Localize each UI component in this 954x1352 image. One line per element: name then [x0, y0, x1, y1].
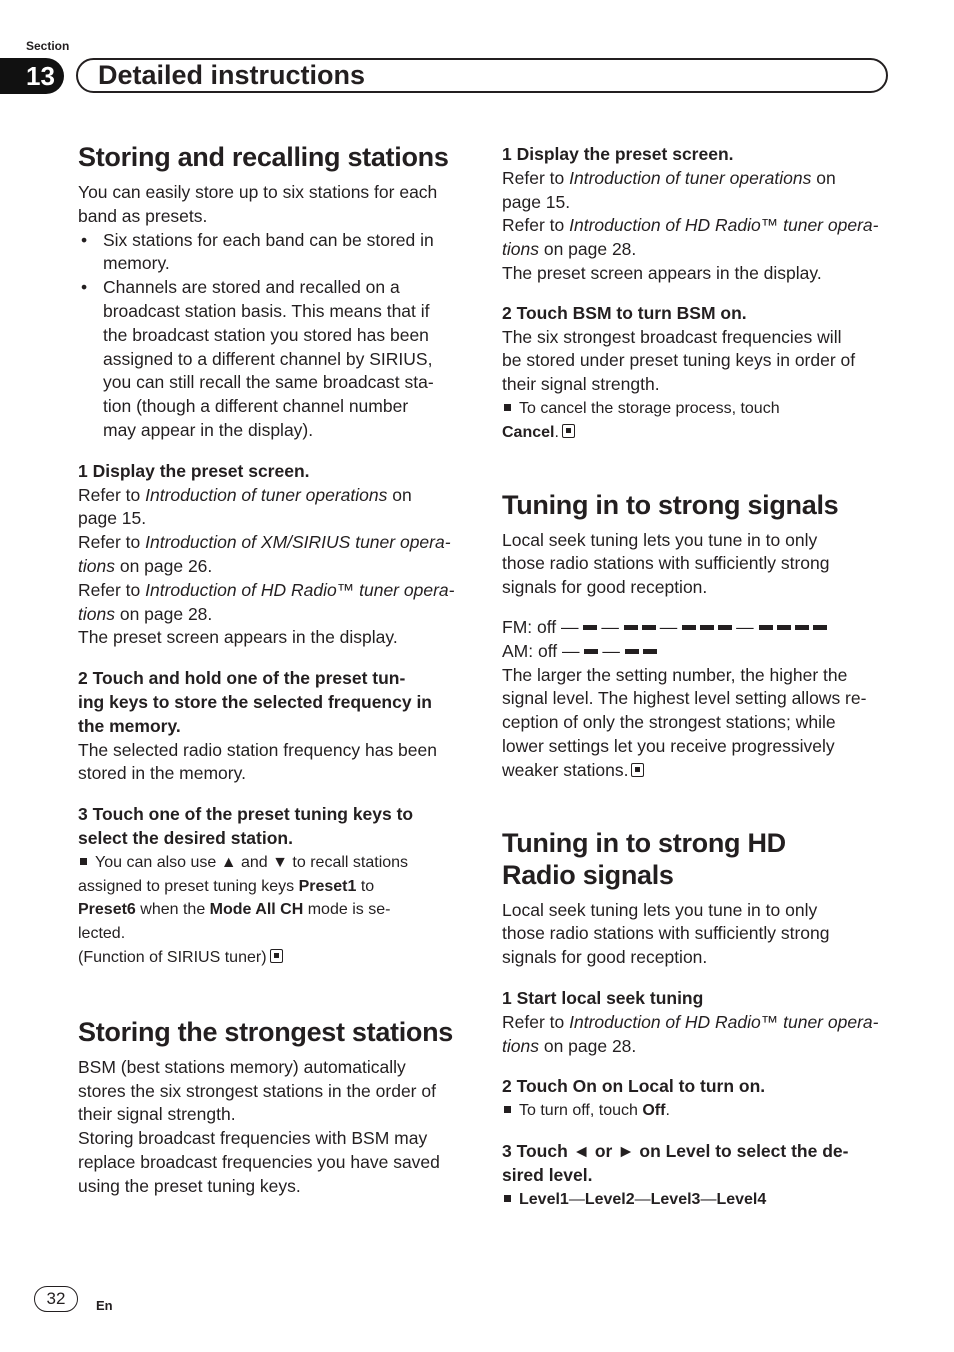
body-line: using the preset tuning keys. [78, 1175, 301, 1196]
reference-line: tions on page 26. [78, 555, 213, 576]
step-result: The preset screen appears in the display. [78, 627, 398, 648]
level-bar [777, 625, 791, 630]
bullet-line: assigned to a different channel by SIRIUS, [103, 348, 433, 369]
reference-line: page 15. [78, 508, 147, 529]
list-item [78, 276, 470, 443]
body-line: lower settings let you receive progressively [502, 735, 835, 756]
body-line: their signal strength. [78, 1104, 236, 1125]
end-mark-icon [562, 424, 575, 438]
note-bullet-icon [504, 1195, 511, 1202]
level-bar [583, 625, 597, 630]
bullet-line: • Channels are stored and recalled on a [103, 277, 400, 298]
page-number: 32 [34, 1286, 78, 1312]
reference-line: Refer to Introduction of HD Radio™ tuner opera- [78, 579, 455, 600]
list-item [78, 229, 470, 277]
level-bar [642, 625, 656, 630]
heading-storing-recalling: Storing and recalling stations [78, 142, 449, 172]
reference-line: tions on page 28. [502, 1035, 637, 1056]
step-title: 2 Touch BSM to turn BSM on. [502, 302, 747, 323]
body-line: Local seek tuning lets you tune in to only [502, 529, 818, 550]
step-title: 3 Touch ◄ or ► on Level to select the de- [502, 1140, 849, 1161]
level-bar [813, 625, 827, 630]
body-line: those radio stations with sufficiently strong [502, 923, 830, 944]
level-bar [584, 649, 598, 654]
step-body: stored in the memory. [78, 763, 246, 784]
heading-strong-hd: Tuning in to strong HD [502, 827, 786, 858]
reference-line: Refer to Introduction of HD Radio™ tuner opera- [502, 215, 879, 236]
end-mark-icon [270, 949, 283, 963]
end-mark-icon [631, 763, 644, 777]
bullet-line: broadcast station basis. This means that if [103, 300, 430, 321]
level-bar [682, 625, 696, 630]
reference-line: Refer to Introduction of HD Radio™ tuner opera- [502, 1011, 879, 1032]
step-title: 3 Touch one of the preset tuning keys to [78, 804, 414, 825]
step-title: sired level. [502, 1164, 593, 1185]
note-bullet-icon [80, 858, 87, 865]
bullet-line: you can still recall the same broadcast sta- [103, 372, 434, 393]
left-column [78, 141, 470, 1198]
level-bar [624, 625, 638, 630]
note-bullet-icon [504, 404, 511, 411]
language-label: En [96, 1298, 113, 1313]
chapter-title: Detailed instructions [98, 60, 366, 90]
body-line: weaker stations. [502, 759, 894, 783]
level-options: Level1—Level2—Level3—Level4 [502, 1188, 894, 1212]
body-line: signal level. The highest level setting allows re- [502, 688, 867, 709]
note-bullet-icon [504, 1106, 511, 1113]
step-body: The selected radio station frequency has been [78, 739, 437, 760]
fm-level-scale: FM: off — — — — [502, 616, 894, 640]
bullet-line: tion (though a different channel number [103, 396, 409, 417]
bullet-line: • Six stations for each band can be stored in [103, 229, 434, 250]
reference-line: page 15. [502, 191, 571, 212]
body-line: stores the six strongest stations in the order of [78, 1080, 436, 1101]
step-title: 1 Display the preset screen. [502, 144, 734, 164]
level-bar [700, 625, 714, 630]
level-bar [643, 649, 657, 654]
level-bar [625, 649, 639, 654]
bullet-line: memory. [103, 253, 170, 274]
bullet-list [78, 229, 470, 443]
reference-line: Refer to Introduction of XM/SIRIUS tuner opera- [78, 532, 451, 553]
heading-strong-signals: Tuning in to strong signals [502, 489, 839, 520]
body-line: ception of only the strongest stations; while [502, 712, 836, 733]
right-column [502, 143, 894, 1211]
bullet-line: the broadcast station you stored has been [103, 324, 429, 345]
step-title: 2 Touch and hold one of the preset tun- [78, 668, 406, 689]
body-line: replace broadcast frequencies you have saved [78, 1151, 440, 1172]
note-line: assigned to preset tuning keys Preset1 to [78, 877, 375, 895]
step-title: 2 Touch On on Local to turn on. [502, 1076, 766, 1097]
step-body: their signal strength. [502, 374, 660, 395]
body-line: those radio stations with sufficiently strong [502, 553, 830, 574]
am-level-scale: AM: off — — [502, 640, 894, 664]
note-line: lected. [78, 925, 126, 943]
heading-storing-strongest: Storing the strongest stations [78, 1016, 454, 1047]
reference-line: tions on page 28. [78, 603, 213, 624]
level-bar [795, 625, 809, 630]
note-line: Preset6 when the Mode All CH mode is se- [78, 901, 391, 919]
note-line: You can also use ▲ and ▼ to recall stations [78, 851, 470, 875]
intro-line: band as presets. [78, 205, 208, 226]
body-line: BSM (best stations memory) automatically [78, 1056, 406, 1077]
step-body: The six strongest broadcast frequencies will [502, 326, 842, 347]
intro-line: You can easily store up to six stations for each [78, 182, 438, 202]
note-line: (Function of SIRIUS tuner) [78, 946, 470, 970]
reference-line: Refer to Introduction of tuner operations on [78, 484, 412, 505]
note-line: Cancel. [502, 421, 894, 445]
body-line: Local seek tuning lets you tune in to only [502, 899, 818, 920]
step-title: select the desired station. [78, 827, 293, 848]
section-number: 13 [0, 58, 64, 94]
step-body: be stored under preset tuning keys in order of [502, 350, 856, 371]
level-bar [718, 625, 732, 630]
body-line: signals for good reception. [502, 577, 708, 598]
step-title: 1 Start local seek tuning [502, 987, 704, 1008]
step-title: ing keys to store the selected frequency in [78, 691, 432, 712]
step-title: the memory. [78, 715, 181, 736]
note-line: To turn off, touch Off. [502, 1099, 894, 1123]
step-result: The preset screen appears in the display. [502, 262, 822, 283]
reference-line: tions on page 28. [502, 239, 637, 260]
level-bar [759, 625, 773, 630]
body-line: signals for good reception. [502, 947, 708, 968]
body-line: The larger the setting number, the higher the [502, 664, 848, 685]
reference-line: Refer to Introduction of tuner operations on [502, 167, 836, 188]
section-label: Section [26, 39, 70, 53]
body-line: Storing broadcast frequencies with BSM may [78, 1128, 428, 1149]
bullet-line: may appear in the display). [103, 419, 314, 440]
heading-strong-hd: Radio signals [502, 859, 674, 890]
step-title: 1 Display the preset screen. [78, 460, 310, 481]
note-line: To cancel the storage process, touch [502, 397, 894, 421]
